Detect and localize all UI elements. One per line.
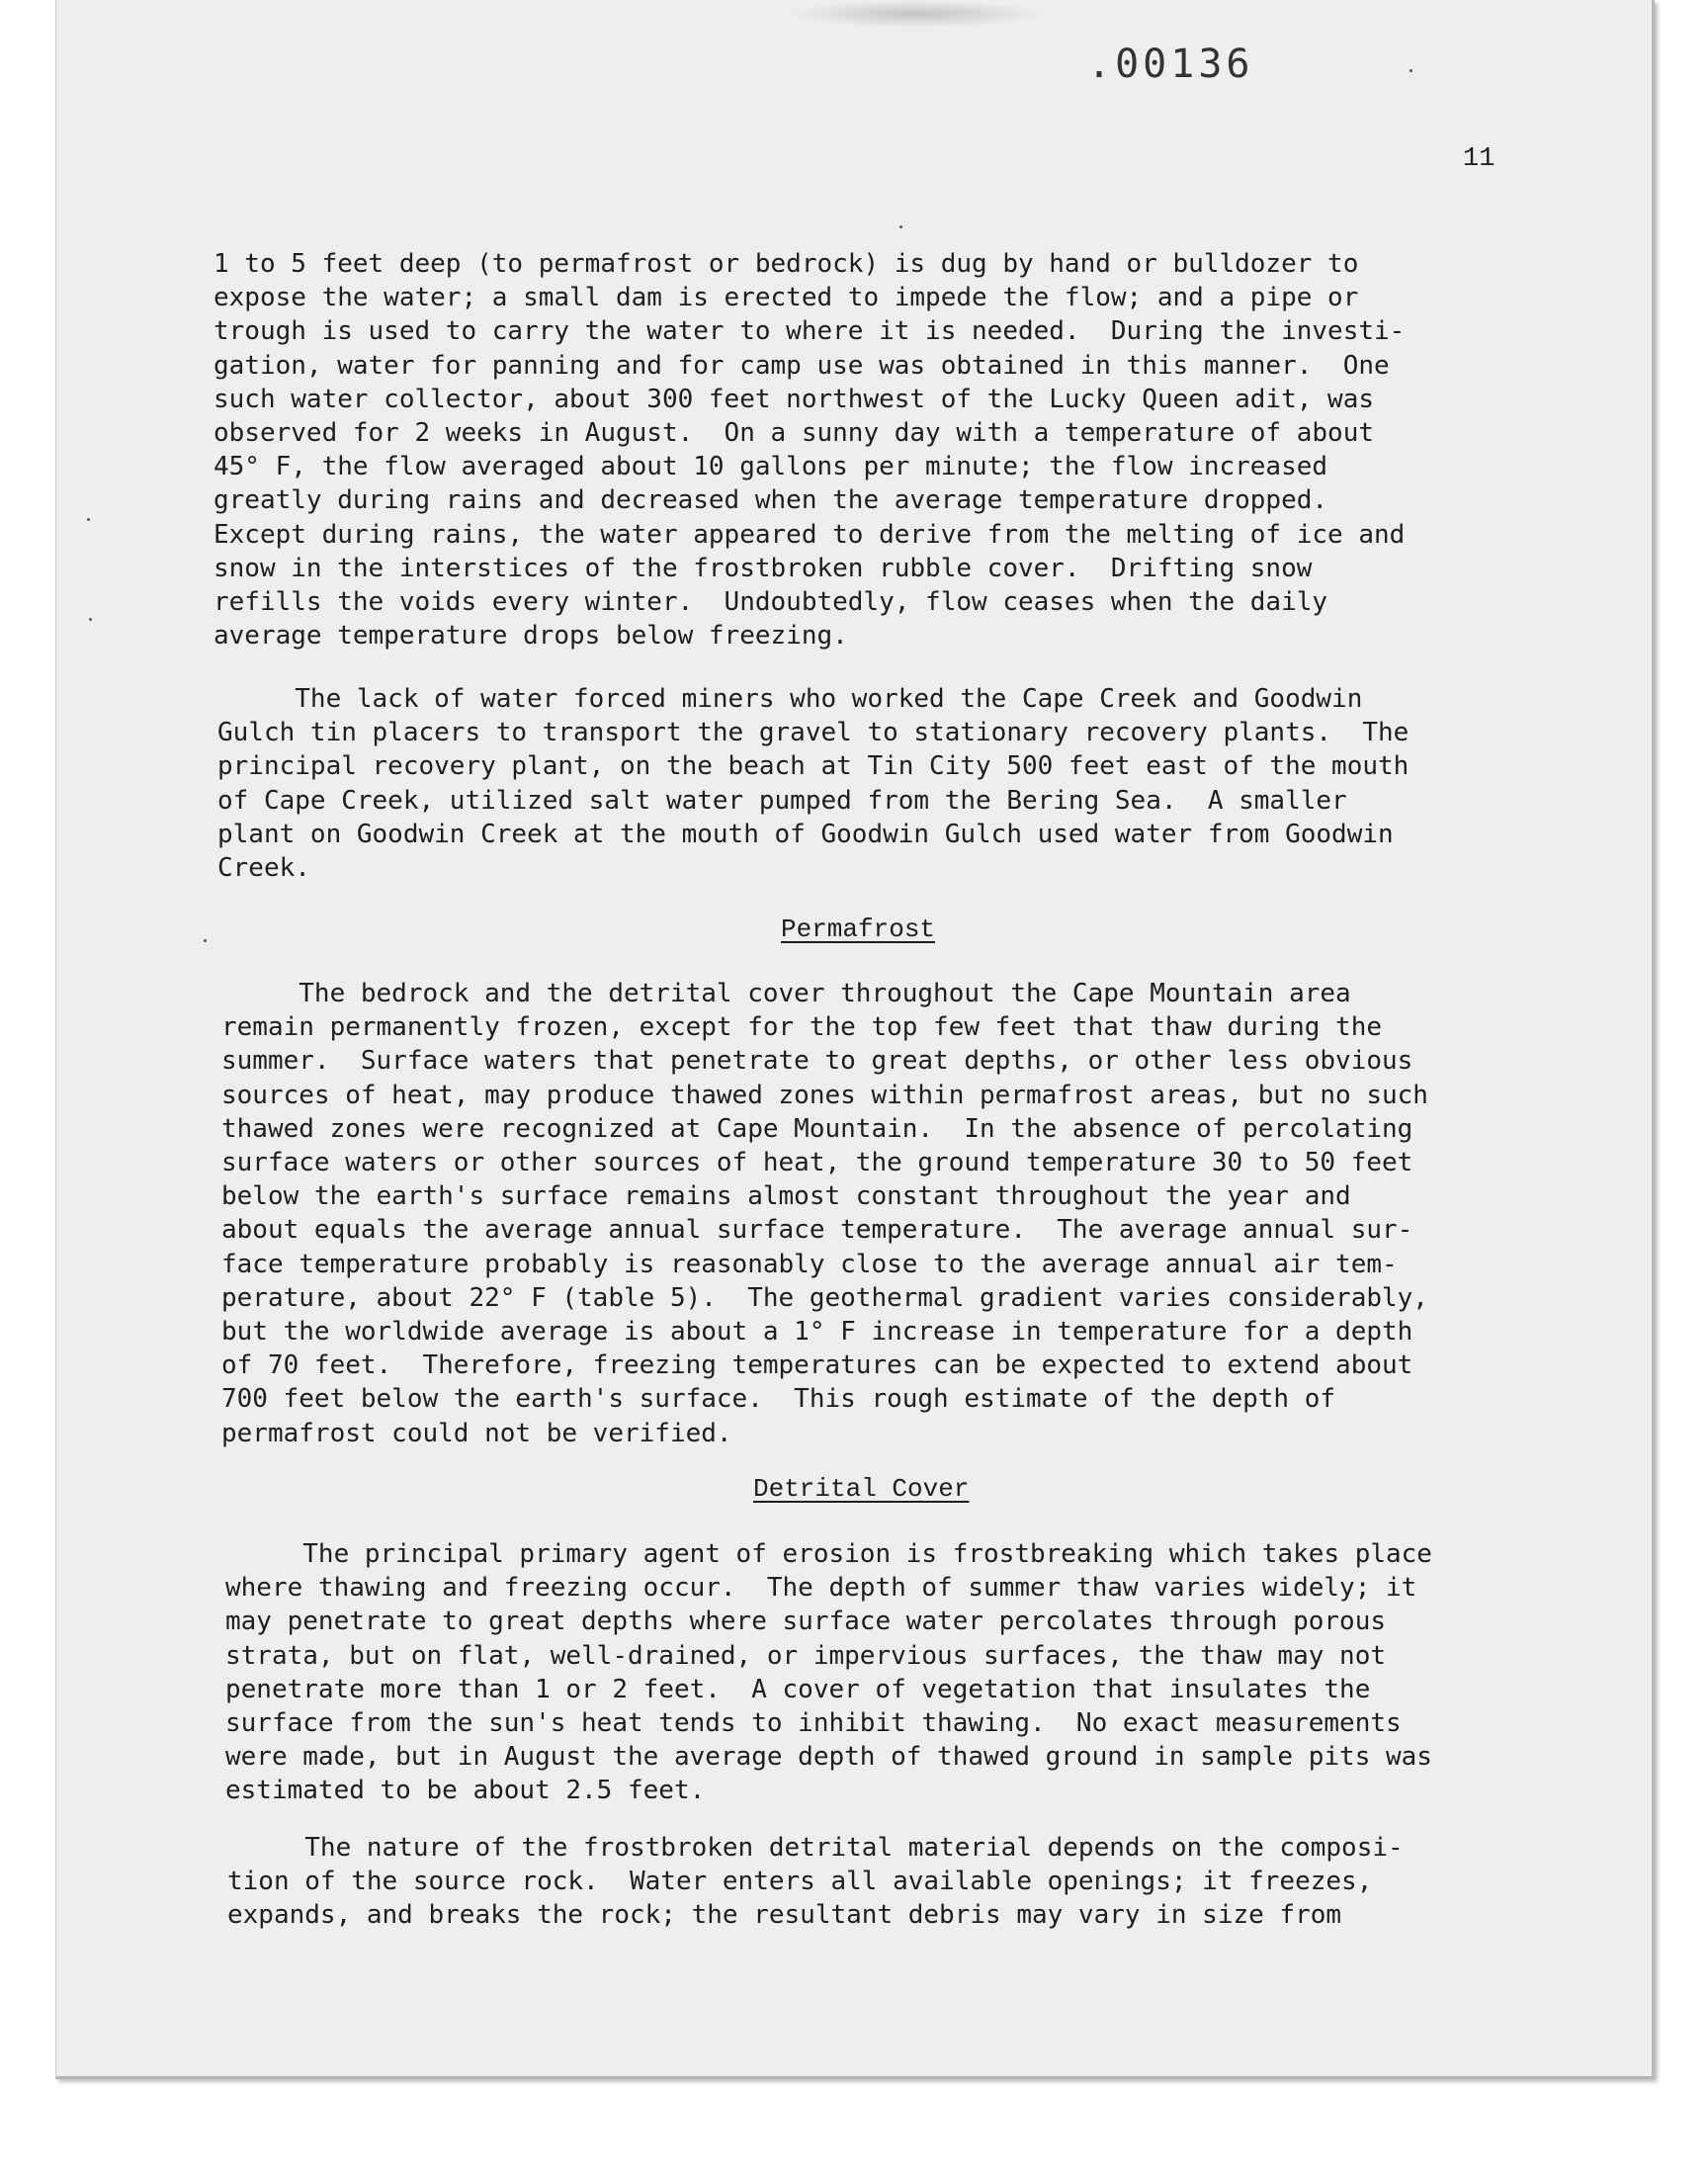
heading-permafrost: Permafrost: [781, 914, 936, 944]
paragraph-frostbreaking: The principal primary agent of erosion is frostbreaking which takes place where thawing and freezing occur. The depth of summer thaw varies widely; it may penetrate to great depths where surface water percolates through porous strata, but on flat, well-drained, or impervious surfaces, the thaw may not penetrate more than 1 or 2 feet. A cover of vegetation that insulates the surface from the sun's heat tends to inhibit thawing. No exact measurements were made, but in August the average depth of thawed ground in sample pits was estimated to be about 2.5 feet.: [225, 1539, 1432, 1806]
scan-speck: [899, 225, 902, 228]
scan-speck: [204, 939, 207, 942]
paragraph-detrital-material: The nature of the frostbroken detrital material depends on the composi- tion of the source rock. Water enters all available openings; it freezes, expands, and breaks the rock; the resultant debris may vary in size from: [227, 1833, 1404, 1931]
scan-speck: [87, 518, 90, 521]
paragraph-recovery-plants: The lack of water forced miners who worked the Cape Creek and Goodwin Gulch tin placers to transport the gravel to stationary recovery plants. The principal recovery plant, on the beach at Tin City 500 feet east of the mouth of Cape Creek, utilized salt water pumped from the Bering Sea. A smaller plant on Goodwin Creek at the mouth of Goodwin Gulch used water from Goodwin Creek.: [217, 684, 1409, 884]
scan-speck: [1409, 69, 1412, 72]
paragraph-water-collector: 1 to 5 feet deep (to permafrost or bedrock) is dug by hand or bulldozer to expose the water; a small dam is erected to impede the flow; and a pipe or trough is used to carry the water to where it is needed. During the investi- gation, water for panning and for camp use was obtained in this manner. One such water collector, about 300 feet northwest of the Lucky Queen adit, was observed for 2 weeks in August. On a sunny day with a temperature of about 45° F, the flow averaged about 10 gallons per minute; the flow increased greatly during rains and decreased when the average temperature dropped. Except during rains, the water appeared to derive from the melting of ice and snow in the interstices of the frostbroken rubble cover. Drifting snow refills the voids every winter. Undoubtedly, flow ceases when the daily average temperature drops below freezing.: [214, 249, 1406, 652]
scan-smudge: [788, 0, 1045, 28]
page-number: 11: [1463, 144, 1495, 174]
document-stamp-number: .00136: [1087, 42, 1254, 87]
heading-detrital-cover: Detrital Cover: [753, 1474, 970, 1504]
paragraph-permafrost: The bedrock and the detrital cover throughout the Cape Mountain area remain permanently frozen, except for the top few feet that thaw during the summer. Surface waters that penetrate to great depths, or other less obvious sources of heat, may produce thawed zones within permafrost areas, but no such thawed zones were recognized at Cape Mountain. In the absence of percolating surface waters or other sources of heat, the ground temperature 30 to 50 feet below the earth's surface remains almost constant throughout the year and about equals the average annual surface temperature. The average annual sur- face temperature probably is reasonably close to the average annual air tem- perature, about 22° F (table 5). The geothermal gradient varies considerably, but the worldwide average is about a 1° F increase in temperature for a depth of 70 feet. Therefore, freezing temperatures can be expected to extend about 700 feet below the earth's surface. This rough estimate of the depth of permafrost could not be verified.: [221, 979, 1428, 1448]
scan-speck: [89, 618, 92, 621]
